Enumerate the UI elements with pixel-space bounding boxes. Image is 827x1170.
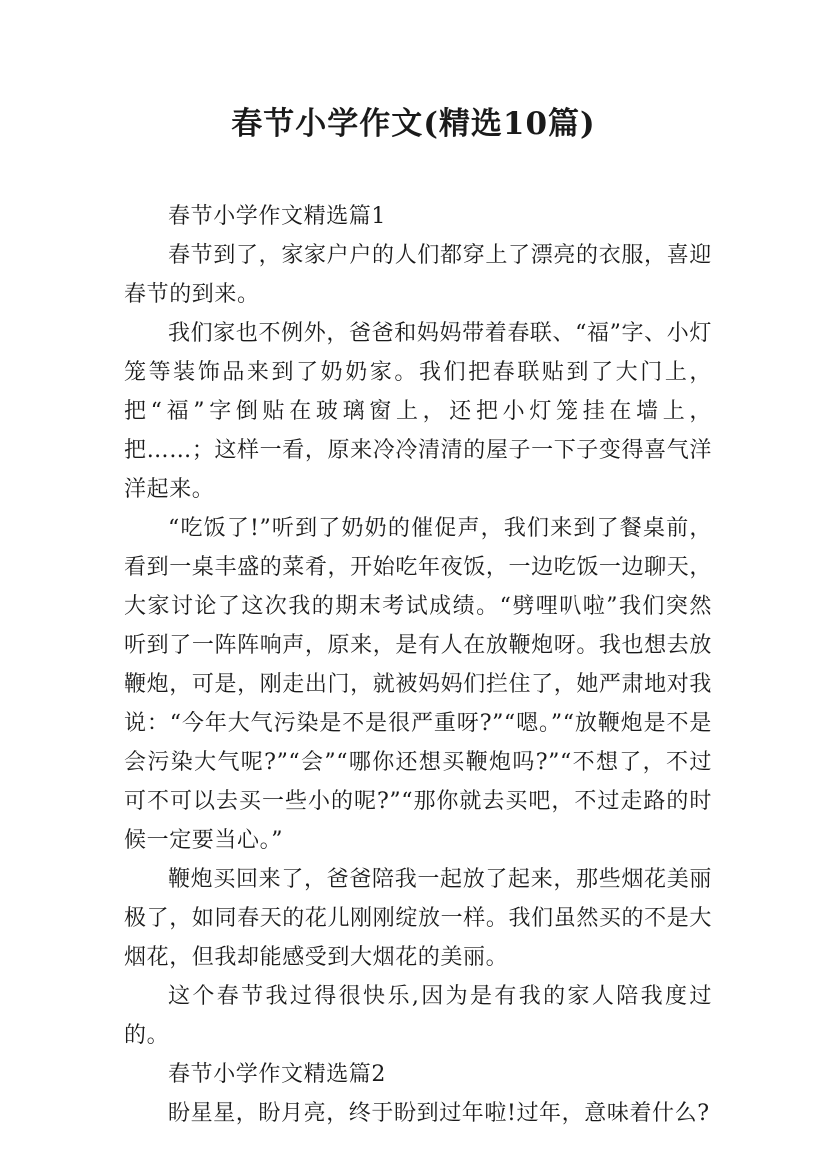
paragraph: 鞭炮买回来了，爸爸陪我一起放了起来，那些烟花美丽极了，如同春天的花儿刚刚绽放一样。我们虽然买的不是大烟花，但我却能感受到大烟花的美丽。 bbox=[124, 867, 712, 970]
paragraph: 春节到了，家家户户的人们都穿上了漂亮的衣服，喜迎春节的到来。 bbox=[124, 243, 712, 307]
section-heading-2: 春节小学作文精选篇2 bbox=[168, 1062, 386, 1087]
document-title: 春节小学作文(精选10篇) bbox=[231, 106, 596, 142]
paragraph: 盼星星，盼月亮，终于盼到过年啦!过年，意味着什么? bbox=[168, 1101, 710, 1126]
paragraph: 我们家也不例外，爸爸和妈妈带着春联、“福”字、小灯笼等装饰品来到了奶奶家。我们把春联贴到了大门上，把“福”字倒贴在玻璃窗上，还把小灯笼挂在墙上，把……；这样一看，原来冷冷清清的屋子一下子变得喜气洋洋起来。 bbox=[124, 321, 712, 502]
document-body bbox=[124, 197, 712, 1133]
section-heading-1: 春节小学作文精选篇1 bbox=[168, 204, 386, 229]
paragraph: 这个春节我过得很快乐,因为是有我的家人陪我度过的。 bbox=[124, 984, 712, 1048]
paragraph: “吃饭了!”听到了奶奶的催促声，我们来到了餐桌前，看到一桌丰盛的菜肴，开始吃年夜饭，一边吃饭一边聊天，大家讨论了这次我的期末考试成绩。“劈哩叭啦”我们突然听到了一阵阵响声，原来，是有人在放鞭炮呀。我也想去放鞭炮，可是，刚走出门，就被妈妈们拦住了，她严肃地对我说：“今年大气污染是不是很严重呀?”“嗯。”“放鞭炮是不是会污染大气呢?”“会”“哪你还想买鞭炮吗?”“不想了，不过可不可以去买一些小的呢?”“那你就去买吧，不过走路的时候一定要当心。” bbox=[124, 516, 712, 853]
